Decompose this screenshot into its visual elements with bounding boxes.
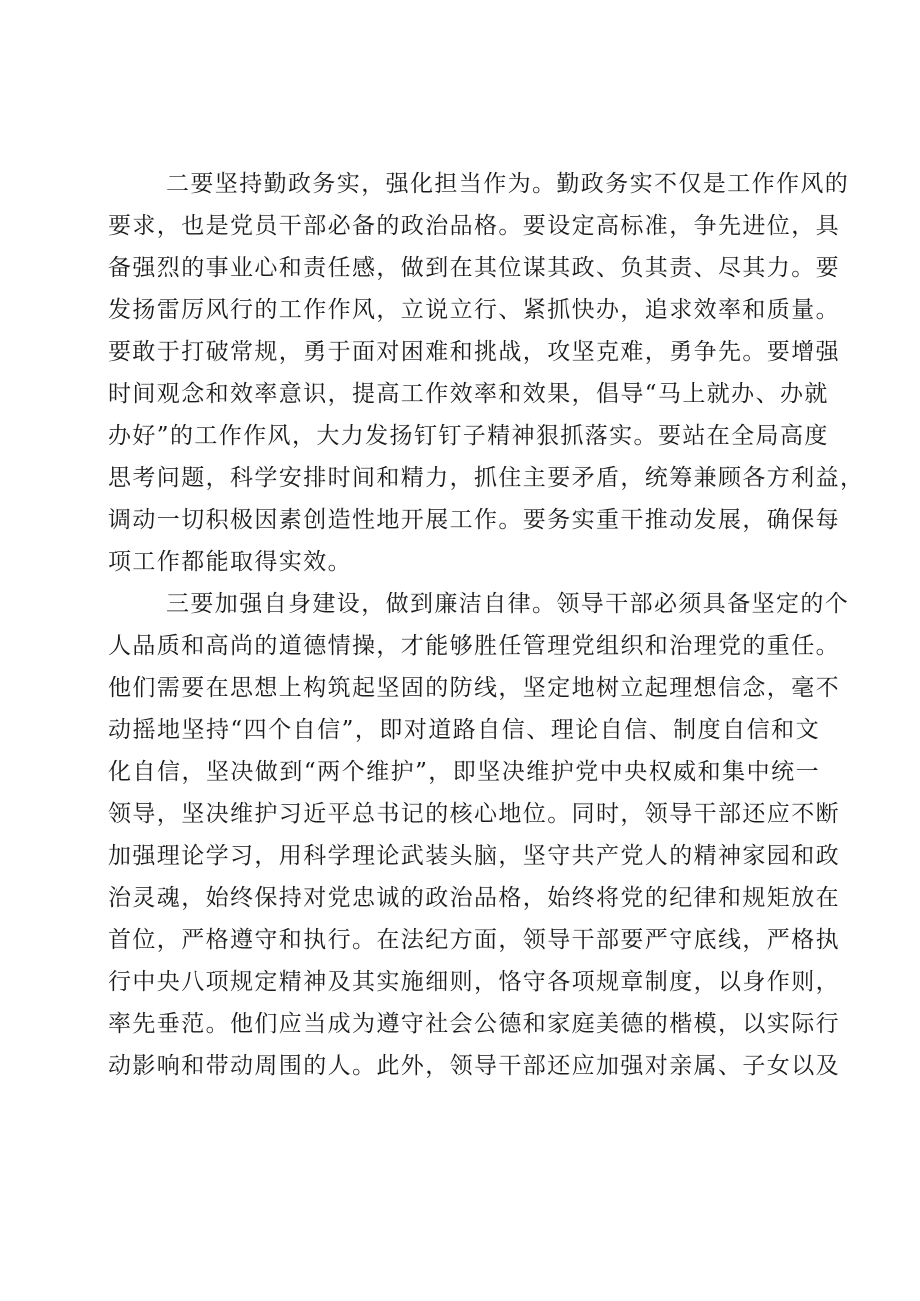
paragraph-1-line-10: 项工作都能取得实效。 — [108, 549, 352, 575]
paragraph-1-line-7: 办好”的工作作风，大力发扬钉钉子精神狠抓落实。要站在全局高度 — [108, 423, 829, 449]
paragraph-2-line-4: 动摇地坚持“四个自信”，即对道路自信、理论自信、制度自信和文 — [108, 717, 820, 743]
paragraph-2-line-1: 三要加强自身建设，做到廉洁自律。领导干部必须具备坚定的个 — [166, 591, 850, 617]
paragraph-2-line-12: 动影响和带动周围的人。此外，领导干部还应加强对亲属、子女以及 — [108, 1053, 840, 1079]
paragraph-2-line-7: 加强理论学习，用科学理论武装头脑，坚守共产党人的精神家园和政 — [108, 843, 840, 869]
paragraph-1-line-6: 时间观念和效率意识，提高工作效率和效果，倡导“马上就办、办就 — [108, 381, 829, 407]
paragraph-1-line-9: 调动一切积极因素创造性地开展工作。要务实重干推动发展，确保每 — [108, 507, 840, 533]
paragraph-2-line-8: 治灵魂，始终保持对党忠诚的政治品格，始终将党的纪律和规矩放在 — [108, 885, 840, 911]
paragraph-2-line-5: 化自信，坚决做到“两个维护”，即坚决维护党中央权威和集中统一 — [108, 759, 820, 785]
paragraph-2-line-3: 他们需要在思想上构筑起坚固的防线，坚定地树立起理想信念，毫不 — [108, 675, 840, 701]
paragraph-1-line-4: 发扬雷厉风行的工作作风，立说立行、紧抓快办，追求效率和质量。 — [108, 297, 840, 323]
paragraph-2-line-2: 人品质和高尚的道德情操，才能够胜任管理党组织和治理党的重任。 — [108, 633, 840, 659]
document-body — [108, 163, 865, 1087]
paragraph-1-line-5: 要敢于打破常规，勇于面对困难和挑战，攻坚克难，勇争先。要增强 — [108, 339, 840, 365]
paragraph-1-line-1: 二要坚持勤政务实，强化担当作为。勤政务实不仅是工作作风的 — [166, 171, 850, 197]
paragraph-1-line-3: 备强烈的事业心和责任感，做到在其位谋其政、负其责、尽其力。要 — [108, 255, 840, 281]
paragraph-2-line-11: 率先垂范。他们应当成为遵守社会公德和家庭美德的楷模，以实际行 — [108, 1011, 840, 1037]
paragraph-2-line-9: 首位，严格遵守和执行。在法纪方面，领导干部要严守底线，严格执 — [108, 927, 840, 953]
paragraph-2-line-6: 领导，坚决维护习近平总书记的核心地位。同时，领导干部还应不断 — [108, 801, 840, 827]
paragraph-1-line-8: 思考问题，科学安排时间和精力，抓住主要矛盾，统筹兼顾各方利益， — [108, 465, 865, 491]
paragraph-1-line-2: 要求，也是党员干部必备的政治品格。要设定高标准，争先进位，具 — [108, 213, 840, 239]
paragraph-2-line-10: 行中央八项规定精神及其实施细则，恪守各项规章制度，以身作则， — [108, 969, 840, 995]
